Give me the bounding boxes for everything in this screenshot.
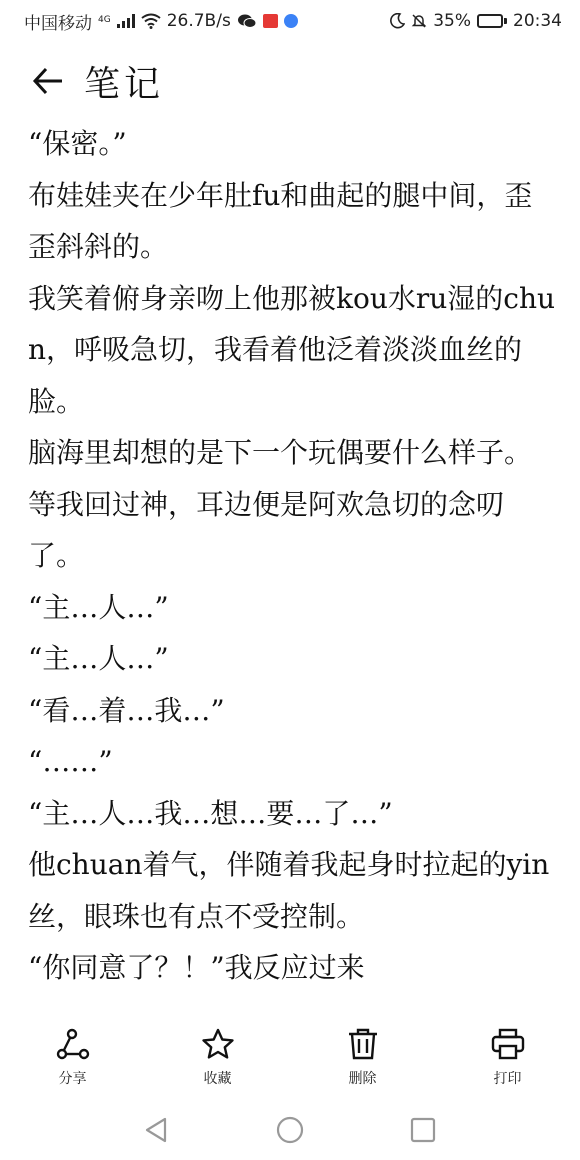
note-paragraph: “你同意了？！”我反应过来 — [28, 951, 365, 984]
star-icon — [201, 1028, 235, 1060]
back-button[interactable] — [28, 61, 68, 101]
square-recent-icon — [409, 1116, 437, 1144]
mute-bell-icon — [411, 13, 427, 29]
triangle-back-icon — [143, 1116, 171, 1144]
clock: 20:34 — [513, 11, 562, 31]
share-button[interactable] — [0, 1016, 145, 1100]
share-label: 分享 — [58, 1071, 87, 1087]
nav-back-button[interactable] — [135, 1108, 179, 1152]
note-paragraph: 布娃娃夹在少年肚fu和曲起的腿中间，歪歪斜斜的。 — [28, 178, 533, 263]
status-right — [389, 11, 562, 31]
battery-icon — [477, 14, 507, 28]
network-type: 4G — [98, 14, 111, 25]
moon-icon — [389, 13, 405, 29]
system-nav-bar — [0, 1100, 580, 1160]
bottom-toolbar — [0, 1016, 580, 1100]
app-bar — [0, 44, 580, 118]
delete-label: 删除 — [348, 1071, 377, 1087]
print-label: 打印 — [493, 1071, 522, 1087]
favorite-button[interactable] — [145, 1016, 290, 1100]
wifi-icon — [141, 13, 161, 29]
note-paragraph: 他chuan着气，伴随着我起身时拉起的yin丝，眼珠也有点不受控制。 — [28, 848, 550, 933]
status-bar — [0, 0, 580, 42]
status-left — [24, 9, 298, 34]
print-button[interactable] — [435, 1016, 580, 1100]
browser-notification-icon — [284, 14, 298, 28]
page-title: 笔记 — [84, 63, 165, 105]
share-icon — [56, 1028, 90, 1060]
note-paragraph: “主…人…” — [28, 642, 169, 675]
network-speed: 26.7B/s — [166, 11, 231, 31]
carrier-name: 中国移动 — [24, 13, 92, 34]
signal-icon — [117, 14, 135, 28]
note-content[interactable] — [28, 118, 558, 1016]
printer-icon — [491, 1028, 525, 1060]
note-paragraph: 等我回过神，耳边便是阿欢急切的念叨了。 — [28, 487, 505, 572]
circle-home-icon — [275, 1115, 305, 1145]
note-paragraph: 我笑着俯身亲吻上他那被kou水ru湿的chun，呼吸急切，我看着他泛着淡淡血丝的脸。 — [28, 281, 556, 418]
favorite-label: 收藏 — [203, 1071, 232, 1087]
battery-percent: 35% — [433, 11, 471, 31]
note-paragraph: “看…着…我…” — [28, 693, 225, 727]
delete-button[interactable] — [290, 1016, 435, 1100]
note-paragraph: “……” — [28, 745, 113, 778]
wechat-icon — [237, 13, 257, 29]
notification-app-icon — [263, 14, 278, 28]
note-paragraph: 脑海里却想的是下一个玩偶要什么样子。 — [28, 436, 533, 469]
note-paragraph: “主…人…我…想…要…了…” — [28, 796, 393, 830]
nav-home-button[interactable] — [268, 1108, 312, 1152]
note-paragraph: “主…人…” — [28, 590, 169, 624]
note-paragraph: “保密。” — [28, 127, 127, 160]
trash-icon — [346, 1028, 380, 1060]
arrow-left-icon — [32, 65, 64, 97]
nav-recent-button[interactable] — [401, 1108, 445, 1152]
